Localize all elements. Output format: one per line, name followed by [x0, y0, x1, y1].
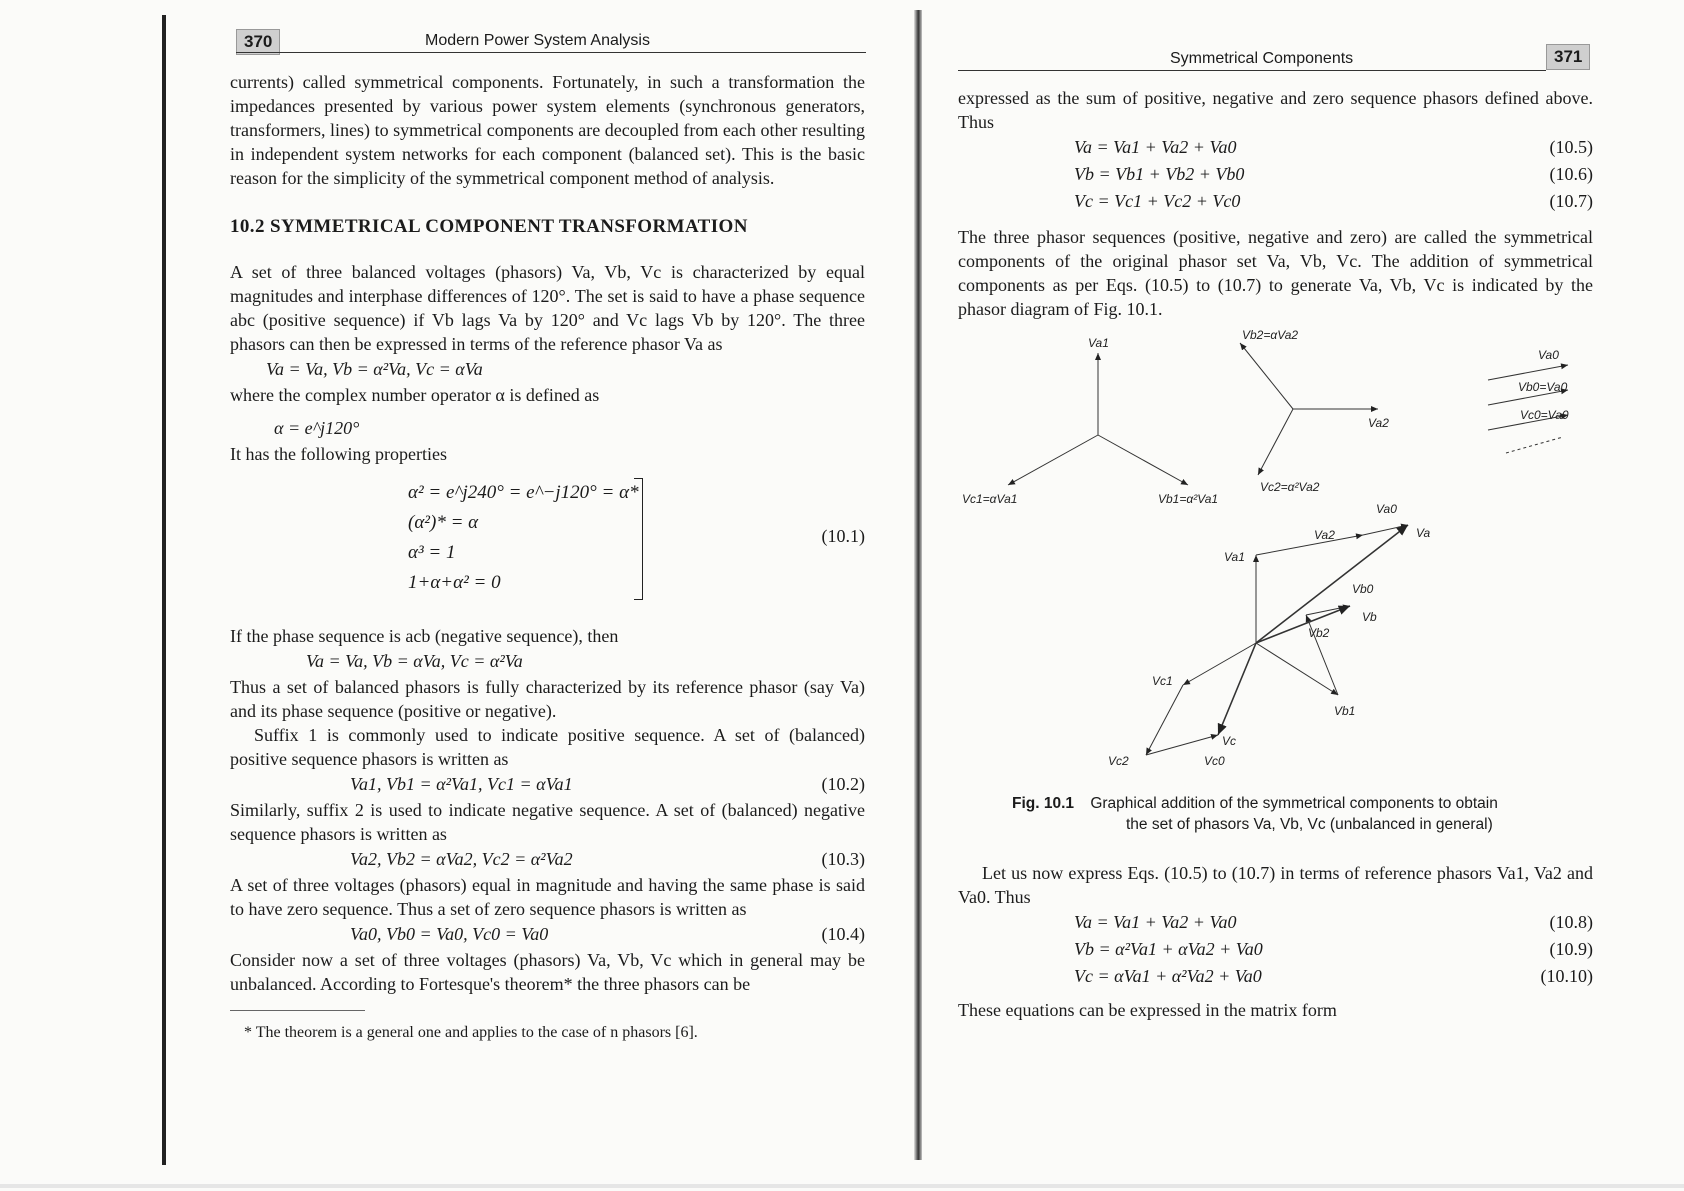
caption-line-1: Graphical addition of the symmetrical components to obtain	[1090, 795, 1498, 812]
paragraph: Thus a set of balanced phasors is fully characterized by its reference phasor (say Va) and its phase sequence (positive or negative).	[230, 677, 865, 721]
page-edge-shadow	[162, 15, 166, 1165]
paragraph: It has the following properties	[230, 444, 447, 464]
label-va1: Va1	[1088, 336, 1109, 350]
right-bracket	[634, 478, 643, 600]
equation-alpha: α = e^j120°	[274, 418, 360, 438]
paragraph: Similarly, suffix 2 is used to indicate negative sequence. A set of (balanced) negative sequence phasors is written as	[230, 800, 865, 844]
header-rule	[236, 52, 866, 53]
paragraph: If the phase sequence is acb (negative sequence), then	[230, 626, 619, 646]
phasor-vc2	[1258, 409, 1293, 475]
right-page-header	[958, 0, 1593, 72]
figure-label: Fig. 10.1	[1012, 795, 1075, 812]
sum-vc2	[1146, 685, 1183, 755]
phasor-va0-dashed	[1506, 437, 1563, 453]
label-sum-vb0: Vb0	[1352, 582, 1374, 596]
equation-10-3: Va2, Vb2 = αVa2, Vc2 = α²Va2 (10.3)	[350, 849, 865, 869]
label-sum-va1: Va1	[1224, 550, 1245, 564]
label-vc2: Vc2=α²Va2	[1260, 480, 1320, 494]
paragraph: Suffix 1 is commonly used to indicate positive sequence. A set of (balanced) positive sequence phasors is written as	[230, 725, 865, 769]
paragraph: Let us now express Eqs. (10.5) to (10.7) in terms of reference phasors Va1, Va2 and Va0. Thus	[958, 863, 1593, 907]
paragraph: A set of three balanced voltages (phasors) Va, Vb, Vc is characterized by equal magnitudes and interphase differences of 120°. The set is said to have a phase sequence abc (positive sequence) if Vb lags Va by 120° and Vc lags Vb by 120°. The three phasors can then be expressed in terms of the reference phasor Va as	[230, 262, 865, 354]
equation-number: (10.1)	[821, 526, 865, 546]
equation-block-10-1	[230, 474, 865, 600]
sum-vb0	[1306, 606, 1350, 615]
page-number: 371	[1546, 44, 1590, 70]
phasor-vc1	[1008, 435, 1098, 485]
property-line: α² = e^j240° = e^−j120° = α*	[408, 482, 639, 503]
equation: Va = Va1 + Va2 + Va0 (10.8)	[1074, 912, 1593, 932]
property-line: 1+α+α² = 0	[408, 572, 501, 593]
sum-va2	[1256, 535, 1363, 555]
label-vb0: Vb0=Va0	[1518, 380, 1568, 394]
right-page	[958, 0, 1593, 1022]
phasor-vb1	[1098, 435, 1188, 485]
label-sum-va: Va	[1416, 526, 1431, 540]
book-gutter	[914, 10, 922, 1160]
label-sum-vc1: Vc1	[1152, 674, 1173, 688]
footnote: * The theorem is a general one and applies to the case of n phasors [6].	[244, 1024, 698, 1041]
label-va0: Va0	[1538, 348, 1559, 362]
label-vc1: Vc1=αVa1	[962, 492, 1018, 506]
equation-group-10-5-to-10-7	[958, 134, 1593, 215]
phasor-va0	[1488, 365, 1568, 380]
left-page-header	[230, 0, 865, 54]
sum-vc	[1218, 643, 1256, 735]
sum-vc1	[1183, 643, 1256, 685]
figure-caption	[958, 793, 1593, 835]
label-sum-vc: Vc	[1222, 734, 1237, 748]
label-vb2: Vb2=αVa2	[1242, 328, 1299, 342]
paragraph: These equations can be expressed in the matrix form	[958, 1000, 1337, 1020]
running-title: Symmetrical Components	[1170, 50, 1354, 67]
label-sum-vc2: Vc2	[1108, 754, 1129, 768]
sum-vb	[1256, 606, 1350, 643]
property-line: (α²)* = α	[408, 512, 479, 533]
paragraph: expressed as the sum of positive, negative and zero sequence phasors defined above. Thus	[958, 88, 1593, 132]
label-va2: Va2	[1368, 416, 1389, 430]
label-sum-vc0: Vc0	[1204, 754, 1225, 768]
equation: Vb = Vb1 + Vb2 + Vb0 (10.6)	[1074, 164, 1593, 184]
running-title: Modern Power System Analysis	[425, 32, 650, 49]
equation: Vb = α²Va1 + αVa2 + Va0 (10.9)	[1074, 939, 1593, 959]
paragraph: The three phasor sequences (positive, negative and zero) are called the symmetrical components of the original phasor set Va, Vb, Vc. The addition of symmetrical components as per Eqs. (10.5) to (10.7) to generate Va, Vb, Vc is indicated by the phasor diagram of Fig. 10.1.	[958, 227, 1593, 319]
sum-vc0	[1146, 735, 1218, 755]
equation-10-2: Va1, Vb1 = α²Va1, Vc1 = αVa1 (10.2)	[350, 774, 865, 794]
scan-bottom-edge	[0, 1184, 1684, 1188]
label-sum-vb: Vb	[1362, 610, 1377, 624]
left-page	[230, 0, 865, 1045]
section-heading: 10.2 SYMMETRICAL COMPONENT TRANSFORMATION	[230, 216, 748, 237]
equation: Va = Va1 + Va2 + Va0 (10.5)	[1074, 137, 1593, 157]
paragraph: A set of three voltages (phasors) equal in magnitude and having the same phase is said to have zero sequence. Thus a set of zero sequence phasors is written as	[230, 875, 865, 919]
label-sum-vb1: Vb1	[1334, 704, 1356, 718]
equation: Vc = αVa1 + α²Va2 + Va0 (10.10)	[1074, 966, 1593, 986]
label-sum-va0: Va0	[1376, 502, 1397, 516]
equation-10-4: Va0, Vb0 = Va0, Vc0 = Va0 (10.4)	[350, 924, 865, 944]
label-vb1: Vb1=α²Va1	[1158, 492, 1219, 506]
label-sum-va2: Va2	[1314, 528, 1335, 542]
phasor-diagram-figure	[958, 325, 1593, 785]
equation: Va = Va, Vb = αVa, Vc = α²Va	[306, 651, 523, 671]
footnote-rule	[230, 1010, 365, 1011]
paragraph: currents) called symmetrical components. Fortunately, in such a transformation the impedances presented by various power system elements (synchronous generators, transformers, lines) to symmetrical components are decoupled from each other resulting in independent system networks for each component (balanced set). This is the basic reason for the simplicity of the symmetrical component method of analysis.	[230, 72, 865, 188]
label-vc0: Vc0=Va0	[1520, 408, 1569, 422]
property-line: α³ = 1	[408, 542, 456, 563]
sum-vb1	[1256, 643, 1338, 695]
equation: Vc = Vc1 + Vc2 + Vc0 (10.7)	[1074, 191, 1593, 211]
paragraph: where the complex number operator α is defined as	[230, 385, 600, 405]
label-sum-vb2: Vb2	[1308, 626, 1330, 640]
paragraph: Consider now a set of three voltages (phasors) Va, Vb, Vc which in general may be unbalanced. According to Fortesque's theorem* the three phasors can be	[230, 950, 865, 994]
sum-va	[1256, 525, 1408, 643]
equation: Va = Va, Vb = α²Va, Vc = αVa	[266, 359, 483, 379]
page-number: 370	[236, 29, 280, 55]
equation-group-10-8-to-10-10	[958, 909, 1593, 990]
header-rule	[958, 70, 1546, 71]
phasor-vb2	[1240, 343, 1293, 409]
caption-line-2: the set of phasors Va, Vb, Vc (unbalanced in general)	[1126, 816, 1493, 833]
